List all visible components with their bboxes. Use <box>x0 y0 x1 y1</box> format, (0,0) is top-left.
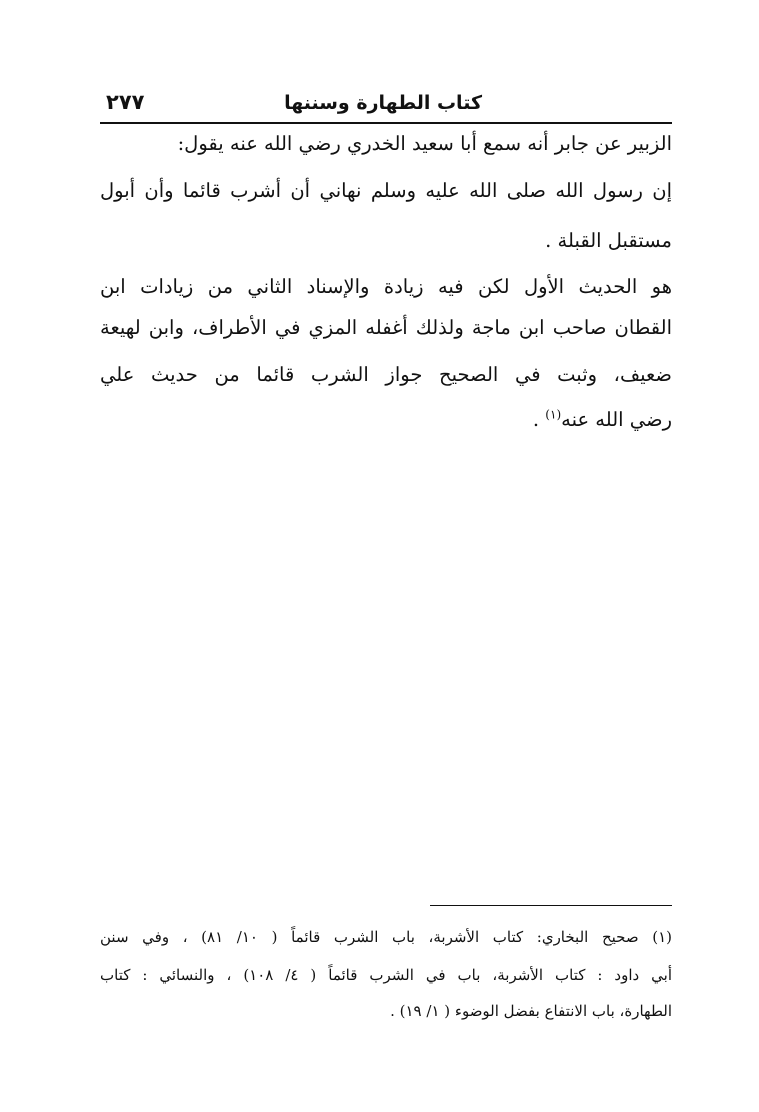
body-line-last <box>533 408 672 431</box>
body-line: الزبير عن جابر أنه سمع أبا سعيد الخدري رضي الله عنه يقول: <box>177 132 672 155</box>
footnote-line: (١) صحيح البخاري: كتاب الأشربة، باب الشرب قائماً ( ١٠/ ٨١) ، وفي سنن <box>100 928 672 946</box>
body-line: القطان صاحب ابن ماجة ولذلك أغفله المزي في الأطراف، وابن لهيعة <box>100 316 672 339</box>
footnote-divider <box>430 905 672 906</box>
body-line: إن رسول الله صلى الله عليه وسلم نهاني أن أشرب قائما وأن أبول <box>100 179 672 202</box>
footnote-line: الطهارة، باب الانتفاع بفضل الوضوء ( ١/ ١٩) . <box>390 1002 672 1020</box>
body-line: ضعيف، وثبت في الصحيح جواز الشرب قائما من حديث علي <box>100 363 672 386</box>
body-line-text: رضي الله عنه <box>561 408 672 431</box>
page-number: ٢٧٧ <box>106 90 145 114</box>
footnote-reference[interactable]: (١) <box>545 407 562 422</box>
page-header <box>100 88 672 124</box>
body-line: مستقبل القبلة . <box>545 229 672 252</box>
running-title: كتاب الطهارة وسننها <box>284 92 482 114</box>
body-line: هو الحديث الأول لكن فيه زيادة والإسناد الثاني من زيادات ابن <box>100 275 672 298</box>
footnote-line: أبي داود : كتاب الأشربة، باب في الشرب قائماً ( ٤/ ١٠٨) ، والنسائي : كتاب <box>100 966 672 984</box>
body-line-end: . <box>532 408 546 431</box>
